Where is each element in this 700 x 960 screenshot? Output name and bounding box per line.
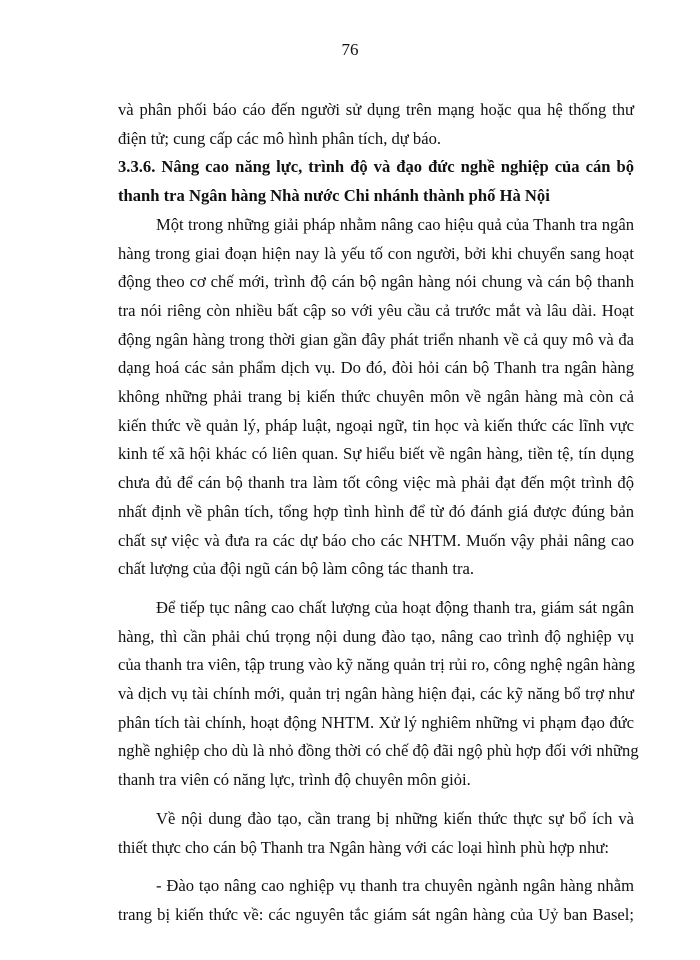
paragraph-4 <box>118 872 634 929</box>
paragraph-1 <box>118 211 634 584</box>
text-line: hàng trong giai đoạn hiện nay là yếu tố con người, bởi khi chuyển sang hoạt <box>118 243 634 263</box>
text-line: hàng, thì cần phải chú trọng nội dung đào tạo, nâng cao trình độ nghiệp vụ <box>118 626 634 646</box>
paragraph-2 <box>118 594 639 795</box>
text-line: của thanh tra viên, tập trung vào kỹ năng quản trị rủi ro, công nghệ ngân hàng <box>118 655 636 675</box>
heading-line: 3.3.6. Nâng cao năng lực, trình độ và đạo đức nghề nghiệp của cán bộ <box>118 157 634 177</box>
continuation-paragraph <box>118 96 634 153</box>
text-line: chất sự việc và đưa ra các dự báo cho các NHTM. Muốn vậy phải nâng cao <box>118 530 634 550</box>
page-number: 76 <box>341 40 359 59</box>
section-heading <box>118 153 634 210</box>
paragraph-gap <box>118 795 634 805</box>
text-line: Về nội dung đào tạo, cần trang bị những kiến thức thực sự bổ ích và <box>156 808 634 828</box>
heading-line: thanh tra Ngân hàng Nhà nước Chi nhánh thành phố Hà Nội <box>118 186 550 206</box>
text-line: phân tích tài chính, hoạt động NHTM. Xử lý nghiêm những vi phạm đạo đức <box>118 712 634 732</box>
text-line: động theo cơ chế mới, trình độ cán bộ ngân hàng nói chung và cán bộ thanh <box>118 272 634 292</box>
paragraph-gap <box>118 584 634 594</box>
text-line: thiết thực cho cán bộ Thanh tra Ngân hàng với các loại hình phù hợp như: <box>118 837 609 857</box>
text-line: nhất định về phân tích, tổng hợp tình hình để từ đó đánh giá được đúng bản <box>118 501 634 521</box>
text-line: không những phải trang bị kiến thức chuyên môn về ngân hàng mà còn cả <box>118 387 634 407</box>
text-line: dạng hoá các sản phẩm dịch vụ. Do đó, đòi hỏi cán bộ Thanh tra ngân hàng <box>118 358 634 378</box>
text-line: kiến thức về quản lý, pháp luật, ngoại ngữ, tin học và kiến thức các lĩnh vực <box>118 415 634 435</box>
document-body <box>118 96 639 930</box>
text-line: và phân phối báo cáo đến người sử dụng trên mạng hoặc qua hệ thống thư <box>118 100 634 119</box>
text-line: động ngân hàng trong thời gian gần đây phát triển nhanh về cả quy mô và đa <box>118 329 634 349</box>
text-line: chưa đủ để cán bộ thanh tra làm tốt công việc mà phải đạt đến một trình độ <box>118 473 634 493</box>
text-line: tra nói riêng còn nhiều bất cập so với yêu cầu cả trước mắt và lâu dài. Hoạt <box>118 300 634 320</box>
text-line: Để tiếp tục nâng cao chất lượng của hoạt động thanh tra, giám sát ngân <box>156 597 634 617</box>
paragraph-gap <box>118 862 634 872</box>
text-line: - Đào tạo nâng cao nghiệp vụ thanh tra chuyên ngành ngân hàng nhằm <box>156 876 634 896</box>
text-line: chất lượng của đội ngũ cán bộ làm công tác thanh tra. <box>118 559 474 579</box>
paragraph-3 <box>118 805 634 862</box>
text-line: thanh tra viên có năng lực, trình độ chuyên môn giỏi. <box>118 770 471 790</box>
text-line: Một trong những giải pháp nhằm nâng cao hiệu quả của Thanh tra ngân <box>156 214 634 234</box>
text-line: điện tử; cung cấp các mô hình phân tích, dự báo. <box>118 128 442 148</box>
text-line: kinh tế xã hội khác có liên quan. Sự hiểu biết về ngân hàng, tiền tệ, tín dụng <box>118 444 634 464</box>
text-line: và dịch vụ tài chính mới, quản trị ngân hàng hiện đại, các kỹ năng bổ trợ như <box>118 684 634 704</box>
text-line: nghề nghiệp cho dù là nhỏ đồng thời có chế độ đãi ngộ phù hợp đối với những <box>118 741 639 761</box>
text-line: trang bị kiến thức về: các nguyên tắc giám sát ngân hàng của Uỷ ban Basel; <box>118 904 634 924</box>
